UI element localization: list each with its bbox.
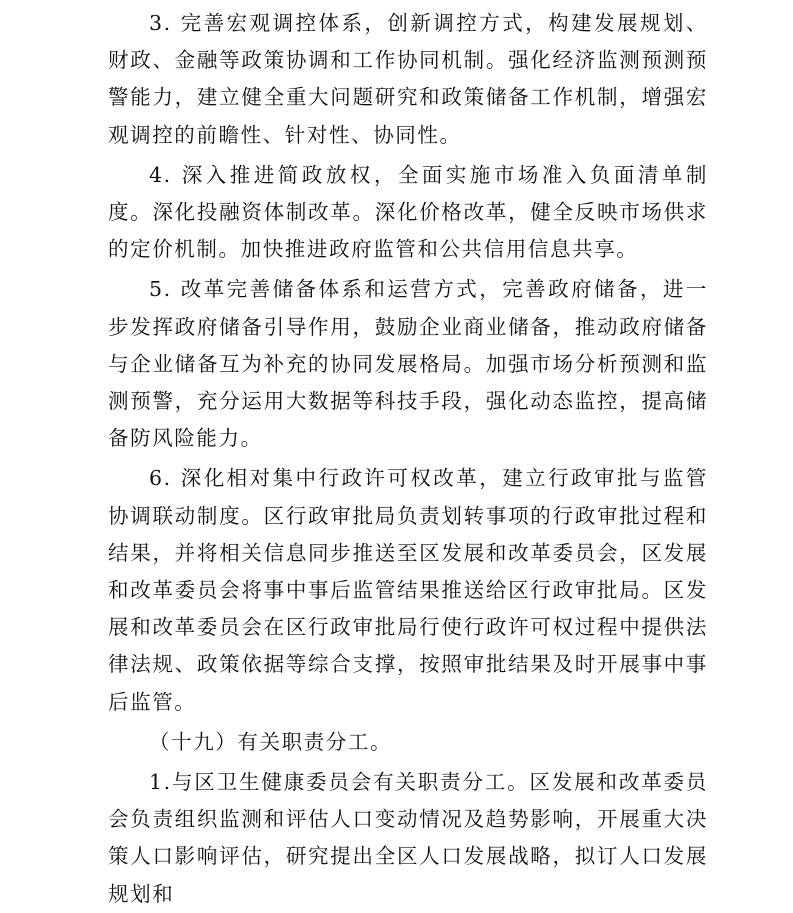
paragraph-item-5: 5. 改革完善储备体系和运营方式，完善政府储备，进一步发挥政府储备引导作用，鼓励企业商业储备，推动政府储备与企业储备互为补充的协同发展格局。加强市场分析预测和监测预警，充分运用大数据等科技手段，强化动态监控，提高储备防风险能力。 [108, 277, 708, 451]
document-body [108, 5, 708, 913]
paragraph-item-1: 1.与区卫生健康委员会有关职责分工。区发展和改革委员会负责组织监测和评估人口变动情况及趋势影响，开展重大决策人口影响评估，研究提出全区人口发展战略，拟订人口发展规划和 [108, 770, 708, 906]
paragraph-item-3: 3. 完善宏观调控体系，创新调控方式，构建发展规划、财政、金融等政策协调和工作协同机制。强化经济监测预测预警能力，建立健全重大问题研究和政策储备工作机制，增强宏观调控的前瞻性、针对性、协同性。 [108, 11, 708, 147]
paragraph-item-6: 6. 深化相对集中行政许可权改革，建立行政审批与监管协调联动制度。区行政审批局负责划转事项的行政审批过程和结果，并将相关信息同步推送至区发展和改革委员会，区发展和改革委员会将事中事后监管结果推送给区行政审批局。区发展和改革委员会在区行政审批局行使行政许可权过程中提供法律法规、政策依据等综合支撑，按照审批结果及时开展事中事后监管。 [108, 466, 708, 714]
section-heading-19: （十九）有关职责分工。 [149, 729, 393, 754]
paragraph-item-4: 4. 深入推进简政放权，全面实施市场准入负面清单制度。深化投融资体制改革。深化价格改革，健全反映市场供求的定价机制。加快推进政府监管和公共信用信息共享。 [108, 162, 708, 262]
